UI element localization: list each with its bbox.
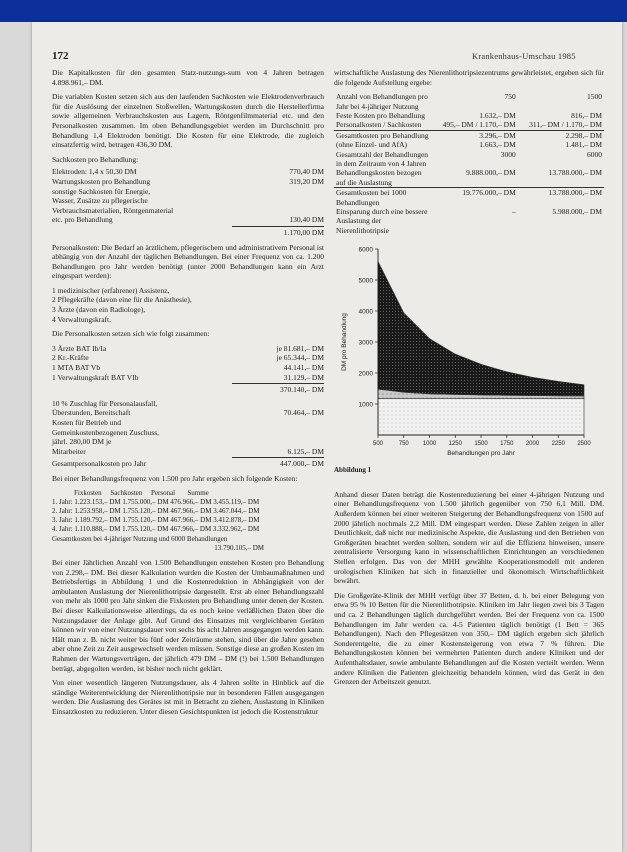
paragraph: Die Kapitalkosten für den gesamten Statz-nutzungs-sum von 4 Jahren betragen 4.898.961,– DM. (52, 68, 324, 87)
personal-row (52, 373, 324, 383)
zuschlag-line: Gemeinkostenbezogenen Zuschuss, (52, 427, 160, 437)
zuschlag-line: Überstunden, Bereitschaft (52, 408, 131, 418)
chart-x-tick-label: 2500 (577, 441, 591, 448)
personal-table (52, 344, 324, 469)
comparison-row (334, 188, 604, 207)
year-table-header (52, 489, 324, 498)
paragraph: Anhand dieser Daten beträgt die Kostenreduzierung bei einer 4-jährigen Nutzung und einer Behandlungsfrequenz von 1.500 jährlich gegenüber von 750 6,1 Mill. DM. Außerdem können bei einer weiteren Steigerung der Behandlungsfrequenz von 1500 auf 2000 jährlich nochmals 2,2 Mill. DM eingespart werden. Diese Zahlen zeigen in aller Deutlichkeit, daß nicht nur medizinische Aspekte, die Auslastung und den Betrieben von Großgeräten beachtet werden sollten, sondern wir auf die Effizienz hinweisen, unsere zentralisierte Versorgung kann in wissenschaftlichen Einrichtungen an verschiedenen Stellen erfolgen. Das von der MHH gewählte Kooperationsmodell mit anderen urologischen Kliniken hat sich in finanzieller und ökonomisch Wirtschaftlichkeit bewährt. (334, 489, 604, 586)
comparison-value: 9.888.000,– DM (466, 168, 516, 178)
year-row: 1. Jahr: 1.223.153,– DM 1.755.000,– DM 476.966,– DM 3.455.119,– DM (52, 497, 260, 506)
document-page (32, 22, 622, 852)
year-col-head: Sachkosten (110, 488, 143, 497)
year-total: 13.790.105,– DM (214, 543, 264, 552)
personal-value: je 65.344,– DM (276, 353, 324, 363)
sach-label: sonstige Sachkosten für Energie, (52, 186, 151, 196)
personal-row (52, 344, 324, 354)
paragraph: Von einer wesentlich längeren Nutzungsdauer, als 4 Jahren sollte in Hinblick auf die ständige Weiterentwicklung der Nierenlithotripsie nur in besonderen Fällen ausgegangen werden. Die Auslastung des Gerätes ist mit in Betracht zu ziehen, Auslastung in Kliniken Einsatzkosten zu reduzieren. Unter diesen Gesichtspunkten ist jedoch die Kostenstruktur (52, 678, 324, 716)
figure-caption: Abbildung 1 (334, 466, 372, 475)
zuschlag-row (52, 437, 324, 447)
page-number: 172 (52, 50, 69, 62)
sach-total: 1.170,00 DM (283, 227, 324, 237)
comparison-value: 3.296,– DM (431, 130, 518, 140)
chart-x-tick-label: 1250 (448, 441, 462, 448)
personal-row (52, 363, 324, 373)
paragraph: Die variablen Kosten setzen sich aus den laufenden Sachkosten wie Elektrodenverbrauch für die Auslösung der einzelnen Stoßwellen, Wartungskosten durch die Herstellerfirma sowie allgemeinen Verbrauchskosten aus Lagern, Röntgenfilmmaterial etc. und den Personalkosten zusammen. Im oben Behandlungsgebiet werden im Durchschnitt pro Behandlung 1,4 Elektroden benötigt. Die Kosten für eine Elektrode, die zugleich einsatzfertig wird, betragen 436,30 DM. (52, 92, 324, 150)
sach-label: Wasser, Zusätze zu pflegerische (52, 196, 148, 206)
comparison-label: Gesamtzahl der Behandlungen in dem Zeitraum von 4 Jahren (336, 149, 429, 169)
comparison-value: 311,– DM / 1.170,– DM (529, 120, 602, 130)
sum-rule (232, 226, 324, 227)
sach-row (52, 177, 324, 187)
chart-y-tick-label: 1000 (358, 401, 373, 409)
chart-y-tick-label: 4000 (358, 308, 373, 316)
chart-x-tick-label: 2000 (525, 441, 540, 448)
chart-x-tick-label: 1000 (422, 441, 437, 448)
chart-x-tick-label: 1750 (500, 441, 514, 448)
comparison-row (334, 92, 604, 111)
sum-rule (232, 383, 324, 384)
zuschlag-line: Kosten für Betrieb und (52, 418, 121, 427)
personal-value: je 81.681,– DM (276, 343, 324, 353)
comparison-row (334, 130, 604, 140)
sach-value: 770,40 DM (289, 167, 324, 177)
paragraph: Personalkosten: Die Bedarf an ärztlichem, pflegerischem und administrativem Personal ist abhängig von der Anzahl der täglichen Behandlungen. Bei einer Frequenz von ca. 1.200 Behandlungen pro Jahr werden benötigt (unter 2000 Behandlungen kann ein Arzt eingespart werden): (52, 242, 324, 281)
paragraph: Die Personalkosten setzen sich wie folgt zusammen: (52, 329, 210, 339)
comparison-value: 1.481,– DM (565, 140, 602, 150)
comparison-value: 2.298,– DM (518, 130, 604, 140)
cost-chart (334, 241, 594, 463)
chart-x-tick-label: 2250 (551, 441, 565, 448)
personal-total: 447.000,– DM (280, 459, 324, 469)
sach-label: Wartungskosten pro Behandlung (52, 176, 151, 186)
zuschlag-line: jährl. 280,00 DM je (52, 437, 112, 447)
year-table (52, 489, 324, 553)
chart-y-tick-label: 2000 (358, 370, 373, 378)
chart-y-tick-label: 5000 (358, 277, 373, 285)
sach-list (52, 167, 324, 237)
paragraph: Die Großgeräte-Klinik der MHH verfügt über 37 Betten, d. h. bei einer Belegung von etwa 95 % 10 Betten für die Nierenlithotripsie. Kliniken im Jahr liegen zwei bis 3 Tagen und ca. 2 Behandlungen täglich durchgeführt werden. Bei der Frequenz von ca. 1500 Behandlungen im Jahr werden ca. 4-5 Patienten täglich benötigt (1 Bett = 365 Behandlungen). Nach den Pflegesätzen von 350,– DM täglich ergeben sich jährlich Sonderentgelte, die zu einer Kostensteigerung von etwa 7 % führen. Die Behandlungskosten können bei vermehrten Patienten durch andere Kliniken und der Aufenthaltsdauer, sowie ambulante Behandlungen auf die Kosten verteilt werden. Wenn andere Kliniken die Patienten gleichzeitig behandeln können, wird das Gerät in den Grenzen der Arbeitszeit genutzt. (334, 590, 604, 687)
running-head: Krankenhaus-Umschau 1985 (472, 51, 576, 61)
zuschlag-line: Mitarbeiter (52, 446, 86, 456)
comparison-label: Behandlungskosten bezogen auf die Auslastung (336, 168, 422, 187)
comparison-value: 495,– DM / 1.170,– DM (442, 120, 516, 130)
personal-label: 1 MTA BAT Vb (52, 363, 101, 373)
zuschlag-line: 10 % Zuschlag für Personalausfall, (52, 398, 158, 408)
personal-total-label: Gesamtpersonalkosten pro Jahr (52, 459, 147, 469)
zuschlag-row (52, 447, 324, 457)
comparison-value: – (512, 207, 516, 217)
comparison-value: 1.663,– DM (479, 140, 516, 150)
comparison-row (334, 111, 604, 120)
personal-label: 3 Ärzte BAT Ib/Ia (52, 343, 107, 353)
staff-item: 2 Pflegekräfte (davon eine für die Anästhesie), (52, 295, 192, 305)
personal-label: 1 Verwaltungskraft BAT VIb (52, 372, 139, 382)
comparison-value: 750 (504, 92, 516, 102)
staff-item: 4 Verwaltungskraft. (52, 314, 112, 324)
year-row: 4. Jahr: 1.110.888,– DM 1.755.120,– DM 467.966,– DM 3.332.962,– DM (52, 525, 260, 534)
sach-row (52, 196, 324, 206)
chart-y-tick-label: 6000 (358, 246, 373, 254)
sach-value: 319,20 DM (289, 176, 324, 186)
chart-x-tick-label: 500 (372, 441, 384, 448)
sach-label: etc. pro Behandlung (52, 215, 113, 225)
year-col-head: Personal (151, 488, 176, 497)
zuschlag-row (52, 428, 324, 438)
sach-heading: Sachkosten pro Behandlung: (52, 154, 139, 164)
comparison-value: 3000 (500, 149, 516, 159)
comparison-label: Anzahl von Behandlungen pro Jahr bei 4-jähriger Nutzung (336, 92, 428, 111)
figure-1 (334, 241, 594, 463)
personal-subtotal: 370.140,– DM (280, 385, 324, 395)
comparison-label: Feste Kosten pro Behandlung (336, 111, 425, 120)
comparison-value: 816,– DM (571, 111, 602, 120)
comparison-row (334, 168, 604, 187)
personal-value: 31.129,– DM (283, 372, 324, 382)
comparison-table (334, 92, 604, 235)
comparison-label: Einsparung durch eine bessere Auslastung der Nierenlithotripsie (336, 207, 428, 235)
comparison-row (334, 120, 604, 130)
year-total-label: Gesamtkosten bei 4-jähriger Nutzung und 6000 Behandlungen (52, 534, 228, 543)
right-column (334, 68, 604, 692)
comparison-label: Gesamtkosten pro Behandlung (334, 130, 431, 140)
sach-row (52, 206, 324, 216)
staff-item: 3 Ärzte (davon ein Radiologe), (52, 305, 146, 315)
chart-x-axis-label: Behandlungen pro Jahr (447, 450, 515, 458)
sach-label: Verbrauchsmaterialien, Röntgenmaterial (52, 205, 174, 215)
sach-row (52, 215, 324, 225)
comparison-value: 19.776.000,– DM (431, 188, 518, 207)
paragraph: wirtschaftliche Auslastung des Nierenlithotripsiezentrums gewährleistet, ergeben sich für die folgende Aufstellung ergebe: (334, 68, 604, 87)
zuschlag-row (52, 408, 324, 418)
personal-subtotal-row (52, 385, 324, 395)
year-col-head: Fixkosten (74, 488, 102, 497)
personal-value: 44.141,– DM (283, 363, 324, 373)
sach-row (52, 167, 324, 177)
comparison-label: Personalkosten / Sachkosten (336, 120, 422, 130)
comparison-value: 13.788.000,– DM (548, 168, 602, 178)
left-column (52, 68, 324, 721)
comparison-value: 1500 (587, 92, 602, 102)
chart-band-dots (378, 399, 584, 435)
zuschlag-row (52, 418, 324, 428)
personal-label: 2 Kr.-Kräfte (52, 353, 89, 363)
sach-label: Elektroden: 1,4 x 50,30 DM (52, 167, 137, 177)
staff-item: 1 medizinischer (erfahrener) Assistenz, (52, 285, 170, 295)
chart-y-axis-label: DM pro Behandlung (341, 313, 348, 372)
comparison-value: 1.632,– DM (479, 111, 516, 120)
comparison-label: (ohne Einzel- und AfA) (336, 140, 408, 150)
chart-band-dark (378, 262, 584, 397)
zuschlag-value: 70.464,– DM (283, 408, 324, 418)
comparison-value: 6000 (587, 149, 602, 159)
scan-border-strip (0, 0, 627, 22)
chart-y-tick-label: 3000 (358, 339, 373, 347)
sach-total-row (52, 228, 324, 238)
zuschlag-value: 6.125,– DM (287, 446, 324, 456)
staff-list (52, 286, 324, 324)
chart-x-tick-label: 750 (398, 441, 409, 448)
sach-value: 130,40 DM (289, 215, 324, 225)
chart-x-tick-label: 1500 (474, 441, 488, 448)
year-col-head: Summe (187, 488, 209, 497)
comparison-row (334, 207, 604, 235)
comparison-value: 5.988.000,– DM (552, 207, 602, 217)
sum-rule (232, 457, 324, 458)
zuschlag-row (52, 399, 324, 409)
comparison-label: Gesamtkosten bei 1000 Behandlungen (334, 188, 431, 207)
year-row: 3. Jahr: 1.189.792,– DM 1.755.120,– DM 467.966,– DM 3.412.878,– DM (52, 516, 260, 525)
sach-row (52, 187, 324, 197)
paragraph: Bei einer Behandlungsfrequenz von 1.500 pro Jahr ergeben sich folgende Kosten: (52, 473, 298, 483)
comparison-row (334, 150, 604, 169)
comparison-value: 13.788.000,– DM (518, 188, 604, 207)
personal-total-row (52, 459, 324, 469)
comparison-row (334, 140, 604, 149)
year-row: 2. Jahr: 1.253.958,– DM 1.755.120,– DM 467.966,– DM 3.467.044,– DM (52, 506, 260, 515)
personal-row (52, 353, 324, 363)
paragraph: Bei einer Jährlichen Anzahl von 1.500 Behandlungen entstehen Kosten pro Behandlung von 2.298,– DM. Bei dieser Kalkulation wurden die Kosten der Umbaumaßnahmen und Betriebsfertigs in Abbildung 1 und die Kostenreduktion in Abhängigkeit von der ambulanten Auslastung der Nierenlithotripsie dargestellt. Erst ab einer Behandlungszahl von mehr als 1000 pro Jahr sinken die Fixkosten pro Behandlung unter denen der Kosten. Bei dieser Kalkulationsweise allerdings, da es noch keine verläßlichen Daten über die Nutzungsdauer der Anlage gibt. Auf Grund des Einsatzes mit vergleichbaren Geräten können wir von einer Nutzungsdauer von sechs bis acht Jahren ausgegangen werden kann. Hält man z. B. nicht weiter bis fünf oder Zeiträume stehen, sind über die Jahre gesehen aber ohne Zeit zu Zeit ausgewechselt werden müssen. Sonstige diese an großen Kosten im Rahmen der Wartungsverträgen, der jährlich 479 DM – DM (!) bei 1.500 Behandlungen beträgt, abgegolten werden, ist bisher noch nicht geklärt. (52, 557, 324, 673)
